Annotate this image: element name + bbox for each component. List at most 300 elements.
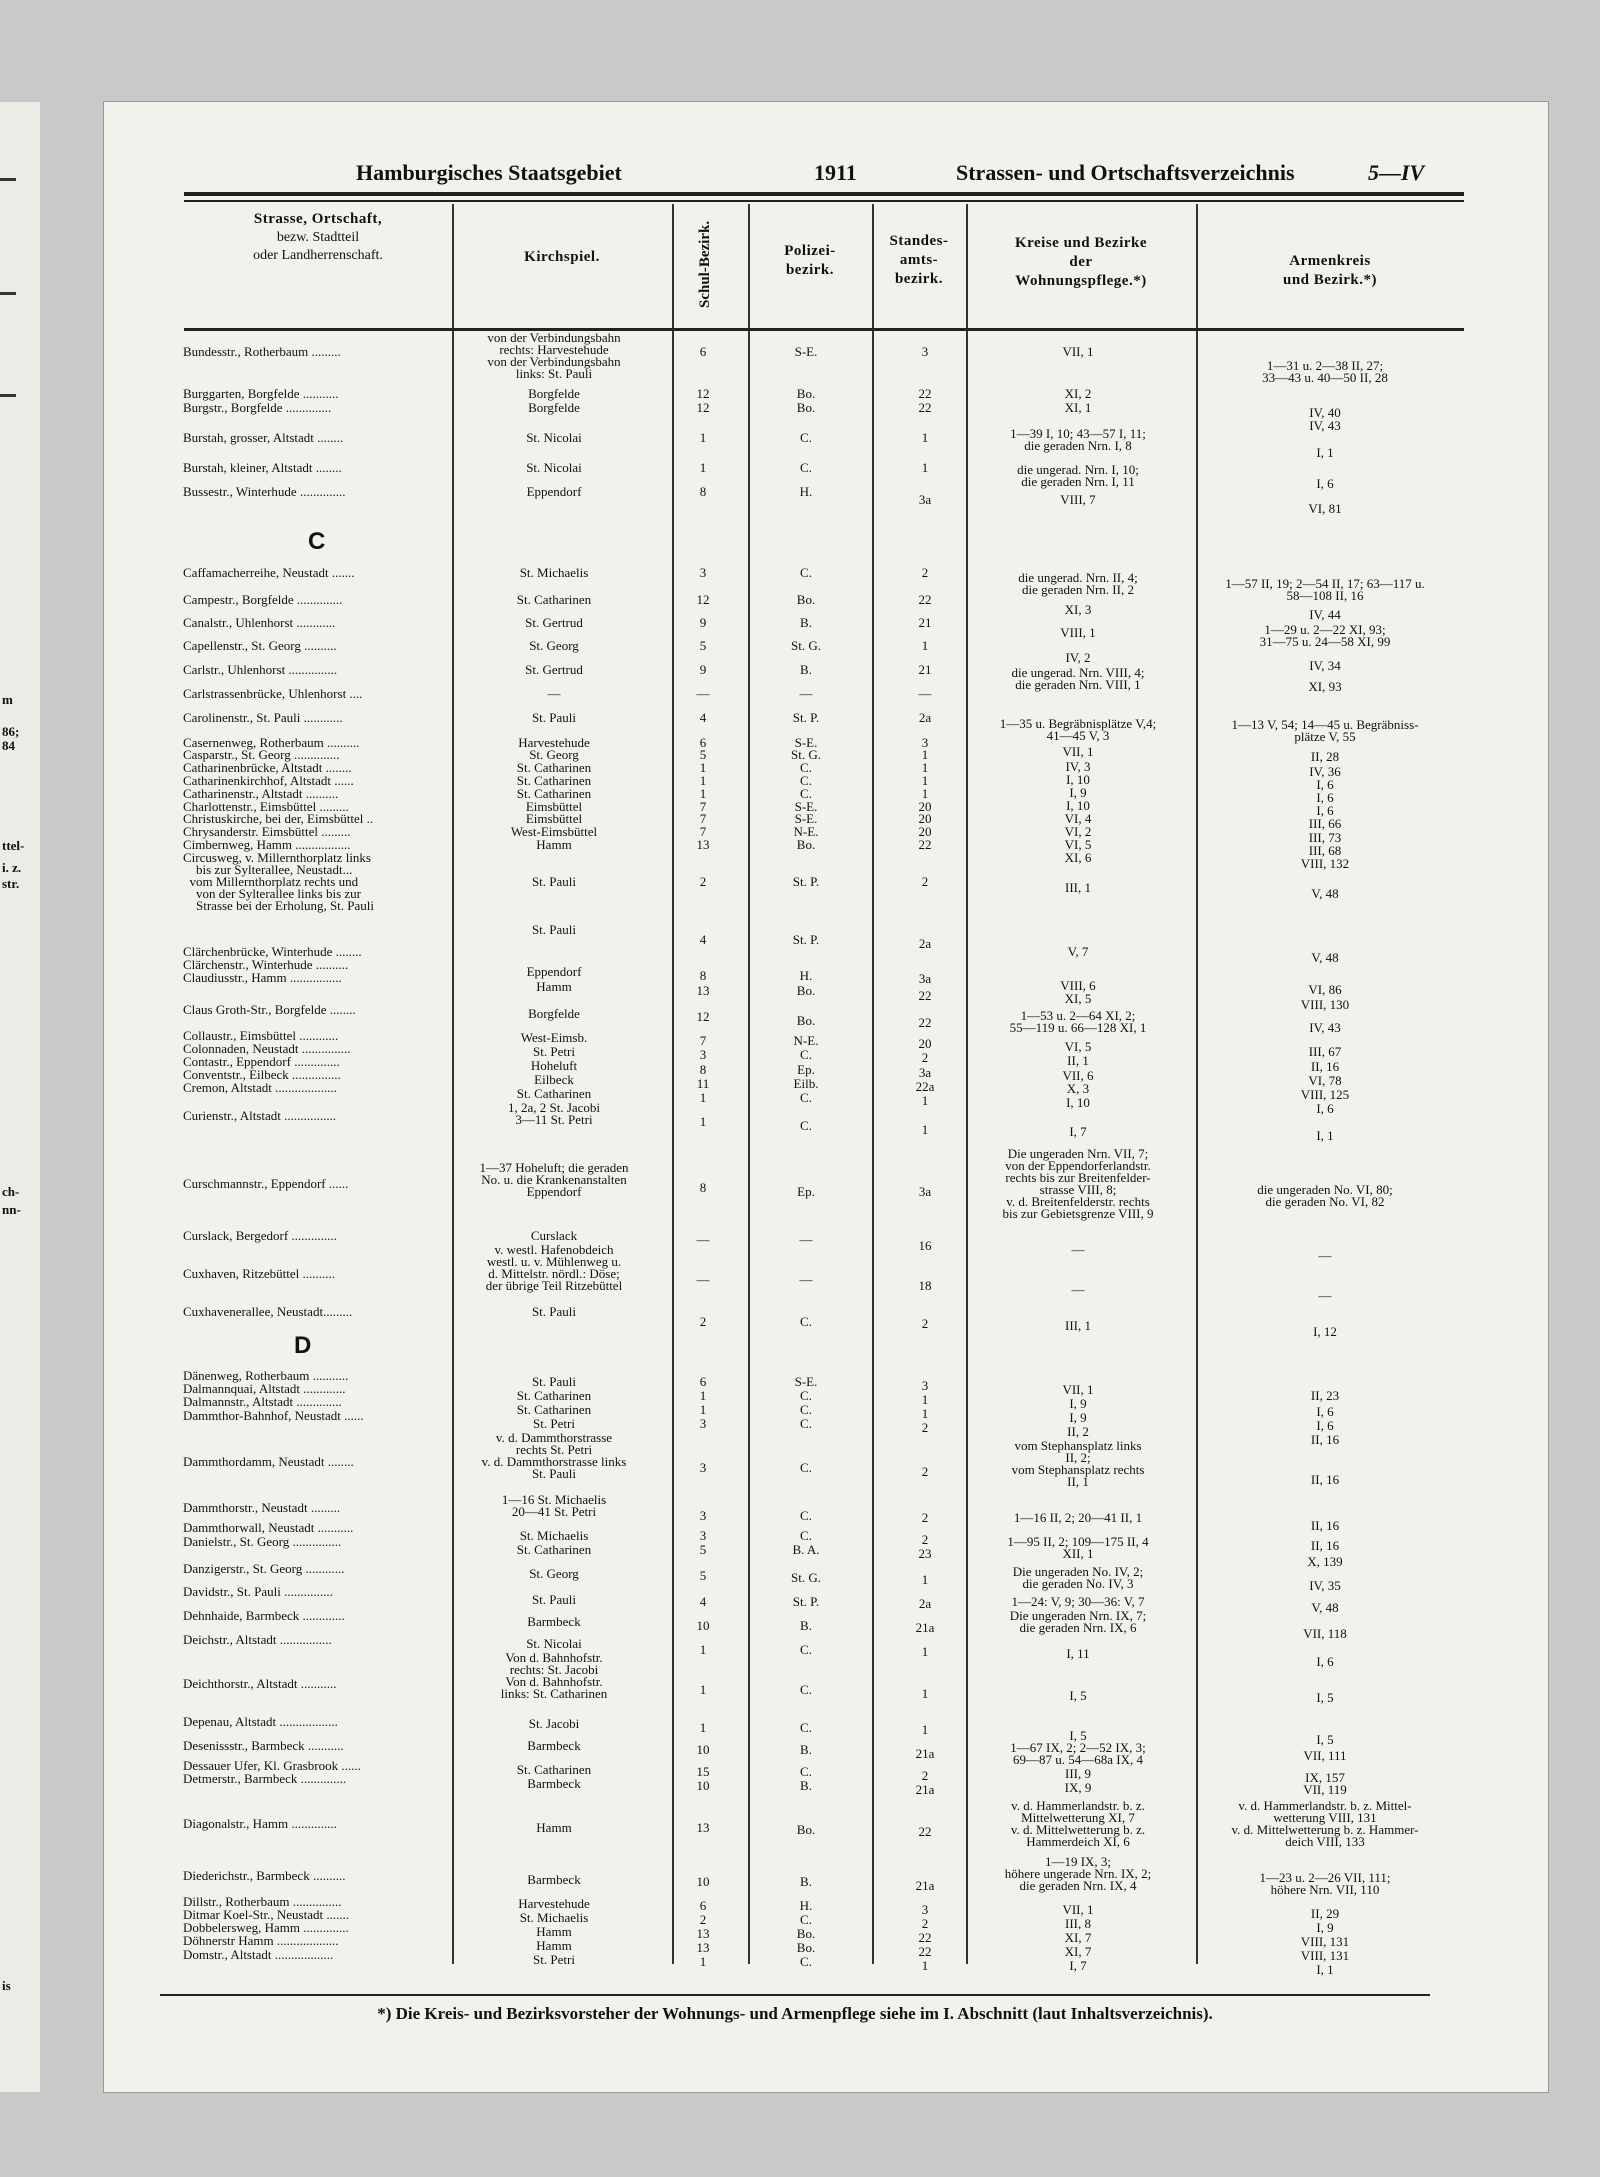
row-pol-cell: Bo. xyxy=(796,1013,816,1028)
row-street-cell: Christuskirche, bei der, Eimsbüttel .. xyxy=(183,811,374,826)
row-schul-cell: 2 xyxy=(699,1912,707,1927)
row-kreis-cell: I, 7 xyxy=(1069,1124,1087,1139)
row-street-cell: Curschmannstr., Eppendorf ...... xyxy=(183,1176,349,1191)
row-pol-cell: N-E. xyxy=(793,824,819,839)
row-schul-cell: 6 xyxy=(699,735,707,750)
row-std-cell: 21 xyxy=(918,615,932,630)
col-header-kreise-line: Wohnungspflege.*) xyxy=(1015,273,1147,289)
row-pol-cell: C. xyxy=(800,1528,812,1543)
row-schul-cell: 1 xyxy=(699,460,707,475)
row-armen-cell: VI, 86 xyxy=(1308,982,1342,997)
section-letter-d: D xyxy=(294,1332,312,1359)
row-kreis-cell: I, 10 xyxy=(1066,1095,1090,1110)
row-street-cell: Burstah, grosser, Altstadt ........ xyxy=(183,430,344,445)
row-street-cell: Deichstr., Altstadt ................ xyxy=(183,1632,332,1647)
row-pol-cell: H. xyxy=(799,1898,813,1913)
row-kirch-cell: St. Catharinen xyxy=(516,773,592,788)
row-schul-cell: 3 xyxy=(699,1047,707,1062)
row-street-cell: Burggarten, Borgfelde ........... xyxy=(183,386,339,401)
row-street-cell: Deichthorstr., Altstadt ........... xyxy=(183,1676,337,1691)
row-pol-cell: Bo. xyxy=(796,400,816,415)
row-pol-cell: Bo. xyxy=(796,983,816,998)
row-kirch-cell: 1, 2a, 2 St. Jacobi 3—11 St. Petri xyxy=(507,1100,601,1127)
row-kirch-cell: Eimsbüttel xyxy=(525,811,583,826)
row-kreis-cell: 1—24: V, 9; 30—36: V, 7 xyxy=(1011,1594,1145,1609)
row-pol-cell: Ep. xyxy=(797,1062,815,1077)
row-kreis-cell: VII, 1 xyxy=(1062,744,1094,759)
row-armen-cell: die ungeraden No. VI, 80; die geraden No. VI, 82 xyxy=(1257,1182,1393,1209)
row-street-cell: Diagonalstr., Hamm .............. xyxy=(183,1816,337,1831)
row-schul-cell: 3 xyxy=(699,565,707,580)
header-page: 5—IV xyxy=(1368,160,1425,185)
row-street-cell: Cuxhavenerallee, Neustadt......... xyxy=(183,1304,353,1319)
row-std-cell: 1 xyxy=(921,786,929,801)
row-kirch-cell: St. Catharinen xyxy=(516,1086,592,1101)
row-kirch-cell: Hamm xyxy=(536,1820,572,1835)
row-kreis-cell: 1—39 I, 10; 43—57 I, 11; die geraden Nrn. I, 8 xyxy=(1010,426,1146,453)
row-street-cell: Cimbernweg, Hamm ................. xyxy=(183,837,351,852)
row-std-cell: 3a xyxy=(918,1065,932,1080)
row-pol-cell: H. xyxy=(799,968,813,983)
col-header-kirchspiel-text: Kirchspiel. xyxy=(524,249,600,265)
row-armen-cell: I, 6 xyxy=(1316,476,1334,491)
row-kreis-cell: IV, 3 xyxy=(1065,759,1091,774)
row-std-cell: 2 xyxy=(921,874,929,889)
row-street-cell: Bussestr., Winterhude .............. xyxy=(183,484,346,499)
row-armen-cell: IV, 35 xyxy=(1309,1578,1341,1593)
row-schul-cell: 7 xyxy=(699,811,707,826)
row-armen-cell: VIII, 131 xyxy=(1300,1948,1350,1963)
row-kreis-cell: II, 2 xyxy=(1067,1424,1089,1439)
row-kreis-cell: — xyxy=(1071,1242,1085,1257)
row-schul-cell: 8 xyxy=(699,484,707,499)
row-schul-cell: 5 xyxy=(699,638,707,653)
row-street-cell: Desenissstr., Barmbeck ........... xyxy=(183,1738,344,1753)
row-armen-cell: VI, 81 xyxy=(1308,501,1342,516)
row-street-cell: Dobbelersweg, Hamm .............. xyxy=(183,1920,349,1935)
row-pol-cell: B. xyxy=(800,1874,812,1889)
row-kirch-cell: St. Gertrud xyxy=(525,662,583,677)
row-std-cell: 22 xyxy=(918,1824,932,1839)
row-armen-cell: IX, 157 VII, 119 xyxy=(1303,1770,1347,1797)
row-armen-cell: VI, 78 xyxy=(1308,1073,1342,1088)
row-kirch-cell: Borgfelde xyxy=(528,386,580,401)
row-schul-cell: 10 xyxy=(696,1618,710,1633)
row-armen-cell: I, 1 xyxy=(1316,1962,1334,1977)
row-pol-cell: N-E. xyxy=(793,1033,819,1048)
row-kreis-cell: IX, 9 xyxy=(1064,1780,1092,1795)
row-std-cell: 3 xyxy=(921,1378,929,1393)
row-street-cell: Carolinenstr., St. Pauli ............ xyxy=(183,710,343,725)
row-street-cell: Davidstr., St. Pauli ............... xyxy=(183,1584,333,1599)
col-header-street-line: Strasse, Ortschaft, xyxy=(253,211,383,227)
row-kreis-cell: III, 1 xyxy=(1065,1318,1091,1333)
header-title: Strassen- und Ortschaftsverzeichnis xyxy=(956,160,1295,185)
row-std-cell: 1 xyxy=(921,1958,929,1973)
row-kreis-cell: Die ungeraden Nrn. VII, 7; von der Eppendorferlandstr. rechts bis zur Breitenfelder- strasse VIII, 8; v. d. Breitenfelderstr. rechts bis zur Gebietsgrenze VIII, 9 xyxy=(1002,1146,1154,1221)
row-pol-cell: S-E. xyxy=(794,799,818,814)
row-pol-cell: — xyxy=(799,1232,813,1247)
row-pol-cell: Bo. xyxy=(796,1940,816,1955)
row-schul-cell: 6 xyxy=(699,1374,707,1389)
row-street-cell: Döhnerstr Hamm ................... xyxy=(183,1933,339,1948)
row-kirch-cell: St. Pauli xyxy=(531,1374,577,1389)
row-street-cell: Bundesstr., Rotherbaum ......... xyxy=(183,344,341,359)
row-schul-cell: 1 xyxy=(699,1954,707,1969)
row-street-cell: Caffamacherreihe, Neustadt ....... xyxy=(183,565,355,580)
row-kirch-cell: Eimsbüttel xyxy=(525,799,583,814)
row-kirch-cell: Barmbeck xyxy=(527,1776,581,1791)
row-schul-cell: 8 xyxy=(699,1062,707,1077)
row-schul-cell: 10 xyxy=(696,1778,710,1793)
row-kreis-cell: VI, 5 xyxy=(1064,1039,1092,1054)
row-kreis-cell: I, 7 xyxy=(1069,1958,1087,1973)
row-armen-cell: VIII, 125 xyxy=(1300,1087,1350,1102)
row-armen-cell: 1—13 V, 54; 14—45 u. Begräbniss- plätze V, 55 xyxy=(1231,717,1419,744)
margin-text: ttel- xyxy=(2,838,25,853)
row-kirch-cell: St. Pauli xyxy=(531,1304,577,1319)
row-street-cell: Canalstr., Uhlenhorst ............ xyxy=(183,615,336,630)
row-kreis-cell: — xyxy=(1071,1282,1085,1297)
row-std-cell: 3a xyxy=(918,492,932,507)
row-std-cell: 21a xyxy=(915,1782,935,1797)
row-pol-cell: C. xyxy=(800,773,812,788)
row-schul-cell: 13 xyxy=(696,983,710,998)
row-armen-cell: IV, 36 xyxy=(1309,764,1341,779)
row-std-cell: 1 xyxy=(921,638,929,653)
row-pol-cell: C. xyxy=(800,1047,812,1062)
row-street-cell: Cuxhaven, Ritzebüttel .......... xyxy=(183,1266,336,1281)
row-kirch-cell: Eppendorf xyxy=(526,964,582,979)
row-pol-cell: C. xyxy=(800,1388,812,1403)
row-pol-cell: St. P. xyxy=(792,710,820,725)
row-kirch-cell: St. Petri xyxy=(533,1952,575,1967)
row-schul-cell: 6 xyxy=(699,344,707,359)
row-armen-cell: I, 6 xyxy=(1316,803,1334,818)
row-armen-cell: 1—31 u. 2—38 II, 27; 33—43 u. 40—50 II, 28 xyxy=(1262,358,1388,385)
row-schul-cell: 11 xyxy=(696,1076,710,1091)
row-std-cell: 22 xyxy=(918,400,932,415)
row-kreis-cell: 1—53 u. 2—64 XI, 2; 55—119 u. 66—128 XI, 1 xyxy=(1009,1008,1147,1035)
row-kreis-cell: 1—19 IX, 3; höhere ungerade Nrn. IX, 2; die geraden Nrn. IX, 4 xyxy=(1004,1854,1152,1893)
row-armen-cell: II, 16 xyxy=(1310,1518,1340,1533)
row-pol-cell: Bo. xyxy=(796,1822,816,1837)
row-armen-cell: IV, 40 xyxy=(1309,405,1341,420)
row-std-cell: 1 xyxy=(921,747,929,762)
row-street-cell: Dehnhaide, Barmbeck ............. xyxy=(183,1608,345,1623)
row-std-cell: 2 xyxy=(921,1420,929,1435)
row-kreis-cell: V, 7 xyxy=(1067,944,1089,959)
row-kreis-cell: XI, 5 xyxy=(1064,991,1092,1006)
row-pol-cell: S-E. xyxy=(794,811,818,826)
col-header-standes-line: amts- xyxy=(899,252,939,268)
row-armen-cell: I, 6 xyxy=(1316,1404,1334,1419)
row-pol-cell: C. xyxy=(800,565,812,580)
col-header-armen-line: Armenkreis xyxy=(1289,253,1371,269)
row-street-cell: Ditmar Koel-Str., Neustadt ....... xyxy=(183,1907,350,1922)
row-street-cell: Detmerstr., Barmbeck .............. xyxy=(183,1771,347,1786)
row-street-cell: Catharinenbrücke, Altstadt ........ xyxy=(183,760,352,775)
row-armen-cell: IV, 43 xyxy=(1309,1020,1341,1035)
row-street-cell: Campestr., Borgfelde .............. xyxy=(183,592,343,607)
row-armen-cell: III, 73 xyxy=(1308,830,1342,845)
row-kreis-cell: VII, 1 xyxy=(1062,344,1094,359)
row-std-cell: 1 xyxy=(921,460,929,475)
row-kreis-cell: I, 10 xyxy=(1066,772,1090,787)
col-header-armen-line: und Bezirk.*) xyxy=(1282,272,1377,288)
row-schul-cell: 9 xyxy=(699,662,707,677)
row-kirch-cell: von der Verbindungsbahn rechts: Harvestehude von der Verbindungsbahn links: St. Pauli xyxy=(487,330,621,381)
row-std-cell: — xyxy=(918,686,932,701)
row-std-cell: 1 xyxy=(921,1644,929,1659)
footnote-rule xyxy=(160,1994,1430,1996)
row-std-cell: 1 xyxy=(921,1406,929,1421)
row-kirch-cell: St. Pauli xyxy=(531,1592,577,1607)
row-std-cell: 2 xyxy=(921,1768,929,1783)
col-header-street-line: oder Landherrenschaft. xyxy=(253,248,383,263)
row-kreis-cell: I, 11 xyxy=(1066,1646,1090,1661)
row-pol-cell: C. xyxy=(800,1508,812,1523)
row-kirch-cell: Hamm xyxy=(536,1938,572,1953)
row-armen-cell: — xyxy=(1318,1248,1332,1263)
row-kreis-cell: v. d. Hammerlandstr. b. z. Mittelwetterung XI, 7 v. d. Mittelwetterung b. z. Hammerdeich XI, 6 xyxy=(1010,1798,1146,1849)
row-armen-cell: VIII, 131 xyxy=(1300,1934,1350,1949)
row-schul-cell: 13 xyxy=(696,1926,710,1941)
header-left: Hamburgisches Staatsgebiet xyxy=(356,160,622,185)
row-std-cell: 1 xyxy=(921,1122,929,1137)
row-street-cell: Conventstr., Eilbeck ............... xyxy=(183,1067,341,1082)
row-std-cell: 2 xyxy=(921,1510,929,1525)
row-pol-cell: B. A. xyxy=(792,1542,820,1557)
row-pol-cell: Ep. xyxy=(797,1184,815,1199)
row-street-cell: Dammthorstr., Neustadt ......... xyxy=(183,1500,341,1515)
row-street-cell: Clärchenstr., Winterhude .......... xyxy=(183,957,349,972)
row-kreis-cell: 1—16 II, 2; 20—41 II, 1 xyxy=(1013,1510,1143,1525)
col-header-schul: Schul-Bezirk. xyxy=(697,220,713,308)
row-pol-cell: C. xyxy=(800,430,812,445)
row-kirch-cell: 1—16 St. Michaelis 20—41 St. Petri xyxy=(501,1492,607,1519)
row-armen-cell: VII, 118 xyxy=(1303,1626,1347,1641)
col-header-standes-line: bezirk. xyxy=(894,271,944,287)
row-schul-cell: 1 xyxy=(699,760,707,775)
row-street-cell: Casernenweg, Rotherbaum .......... xyxy=(183,735,360,750)
row-std-cell: 20 xyxy=(918,1036,932,1051)
row-pol-cell: Bo. xyxy=(796,592,816,607)
row-street-cell: Catharinenkirchhof, Altstadt ...... xyxy=(183,773,354,788)
row-schul-cell: 3 xyxy=(699,1416,707,1431)
row-street-cell: Dillstr., Rotherbaum ............... xyxy=(183,1894,342,1909)
row-schul-cell: 2 xyxy=(699,874,707,889)
row-pol-cell: C. xyxy=(800,1460,812,1475)
row-armen-cell: I, 12 xyxy=(1313,1324,1337,1339)
row-armen-cell: VIII, 132 xyxy=(1300,856,1350,871)
margin-text: ch- xyxy=(2,1184,20,1199)
row-std-cell: 1 xyxy=(921,1093,929,1108)
row-std-cell: 20 xyxy=(918,799,932,814)
row-kirch-cell: St. Gertrud xyxy=(525,615,583,630)
row-kirch-cell: Hoheluft xyxy=(530,1058,578,1073)
row-armen-cell: I, 9 xyxy=(1316,1920,1334,1935)
row-kirch-cell: St. Pauli xyxy=(531,922,577,937)
row-kirch-cell: St. Catharinen xyxy=(516,1542,592,1557)
row-std-cell: 1 xyxy=(921,773,929,788)
section-letter-c: C xyxy=(308,528,326,555)
row-kirch-cell: 1—37 Hoheluft; die geraden No. u. die Krankenanstalten Eppendorf xyxy=(479,1160,629,1199)
row-kirch-cell: Harvestehude xyxy=(518,735,590,750)
row-pol-cell: C. xyxy=(800,760,812,775)
row-pol-cell: C. xyxy=(800,460,812,475)
row-std-cell: 2 xyxy=(921,1532,929,1547)
row-schul-cell: 2 xyxy=(699,1314,707,1329)
row-street-cell: Burgstr., Borgfelde .............. xyxy=(183,400,332,415)
row-schul-cell: 12 xyxy=(696,1009,710,1024)
row-armen-cell: II, 16 xyxy=(1310,1472,1340,1487)
margin-text: 84 xyxy=(2,738,15,753)
row-std-cell: 2a xyxy=(918,710,932,725)
row-kirch-cell: v. d. Dammthorstrasse rechts St. Petri v. d. Dammthorstrasse links St. Pauli xyxy=(481,1430,627,1481)
row-schul-cell: 1 xyxy=(699,1642,707,1657)
row-schul-cell: — xyxy=(696,1232,710,1247)
row-pol-cell: S-E. xyxy=(794,735,818,750)
row-armen-cell: V, 48 xyxy=(1311,886,1339,901)
row-std-cell: 3 xyxy=(921,1902,929,1917)
row-std-cell: 2 xyxy=(921,1916,929,1931)
row-std-cell: 1 xyxy=(921,760,929,775)
row-armen-cell: I, 6 xyxy=(1316,1101,1334,1116)
row-schul-cell: 10 xyxy=(696,1742,710,1757)
row-std-cell: 22a xyxy=(915,1079,935,1094)
row-schul-cell: 6 xyxy=(699,1898,707,1913)
row-armen-cell: I, 6 xyxy=(1316,1418,1334,1433)
row-kirch-cell: St. Catharinen xyxy=(516,1388,592,1403)
row-kreis-cell: die ungerad. Nrn. II, 4; die geraden Nrn. II, 2 xyxy=(1018,570,1138,597)
row-kirch-cell: Barmbeck xyxy=(527,1738,581,1753)
row-kreis-cell: vom Stephansplatz links II, 2; vom Stephansplatz rechts II, 1 xyxy=(1011,1438,1145,1489)
row-street-cell: Carlstrassenbrücke, Uhlenhorst .... xyxy=(183,686,363,701)
row-pol-cell: C. xyxy=(800,1912,812,1927)
row-street-cell: Carlstr., Uhlenhorst ............... xyxy=(183,662,338,677)
row-schul-cell: 4 xyxy=(699,932,707,947)
row-kreis-cell: IV, 2 xyxy=(1065,650,1091,665)
row-schul-cell: 12 xyxy=(696,400,710,415)
row-std-cell: 2a xyxy=(918,1596,932,1611)
row-street-cell: Dänenweg, Rotherbaum ........... xyxy=(183,1368,349,1383)
row-kirch-cell: St. Catharinen xyxy=(516,592,592,607)
row-kirch-cell: — xyxy=(547,686,561,701)
row-pol-cell: St. G. xyxy=(791,638,821,653)
row-street-cell: Claudiusstr., Hamm ................ xyxy=(183,970,342,985)
row-armen-cell: I, 1 xyxy=(1316,445,1334,460)
row-street-cell: Chrysanderstr. Eimsbüttel ......... xyxy=(183,824,351,839)
row-std-cell: 22 xyxy=(918,386,932,401)
row-kirch-cell: St. Pauli xyxy=(531,874,577,889)
row-kreis-cell: VI, 4 xyxy=(1064,811,1092,826)
row-kreis-cell: III, 8 xyxy=(1065,1916,1091,1931)
row-kreis-cell: die ungerad. Nrn. I, 10; die geraden Nrn. I, 11 xyxy=(1017,462,1139,489)
row-std-cell: 22 xyxy=(918,1944,932,1959)
row-street-cell: Dammthordamm, Neustadt ........ xyxy=(183,1454,354,1469)
row-kirch-cell: St. Georg xyxy=(529,747,579,762)
row-armen-cell: I, 6 xyxy=(1316,790,1334,805)
row-kirch-cell: v. westl. Hafenobdeich westl. u. v. Mühlenweg u. d. Mittelstr. nördl.: Döse; der übrige Teil Ritzebüttel xyxy=(485,1242,623,1293)
row-kirch-cell: West-Eimsb. xyxy=(520,1030,588,1045)
row-pol-cell: S-E. xyxy=(794,344,818,359)
row-schul-cell: 1 xyxy=(699,1090,707,1105)
row-kirch-cell: Eppendorf xyxy=(526,484,582,499)
row-pol-cell: St. P. xyxy=(792,1594,820,1609)
row-schul-cell: 4 xyxy=(699,1594,707,1609)
row-pol-cell: C. xyxy=(800,1402,812,1417)
row-pol-cell: Bo. xyxy=(796,386,816,401)
row-street-cell: Dessauer Ufer, Kl. Grasbrook ...... xyxy=(183,1758,361,1773)
row-kreis-cell: III, 1 xyxy=(1065,880,1091,895)
row-std-cell: 3 xyxy=(921,735,929,750)
row-kreis-cell: X, 3 xyxy=(1066,1081,1090,1096)
row-std-cell: 2 xyxy=(921,1050,929,1065)
row-street-cell: Danzigerstr., St. Georg ............ xyxy=(183,1561,345,1576)
row-kreis-cell: 1—35 u. Begräbnisplätze V,4; 41—45 V, 3 xyxy=(999,716,1157,743)
row-kirch-cell: West-Eimsbüttel xyxy=(510,824,598,839)
row-armen-cell: 1—29 u. 2—22 XI, 93; 31—75 u. 24—58 XI, 99 xyxy=(1259,622,1391,649)
row-schul-cell: 1 xyxy=(699,430,707,445)
row-kirch-cell: Curslack xyxy=(530,1228,578,1243)
row-armen-cell: VII, 111 xyxy=(1303,1748,1347,1763)
row-std-cell: 20 xyxy=(918,824,932,839)
col-header-street-line: bezw. Stadtteil xyxy=(276,230,360,245)
row-pol-cell: Bo. xyxy=(796,837,816,852)
row-std-cell: 1 xyxy=(921,1572,929,1587)
row-kreis-cell: die ungerad. Nrn. VIII, 4; die geraden Nrn. VIII, 1 xyxy=(1011,665,1145,692)
row-street-cell: Casparstr., St. Georg .............. xyxy=(183,747,340,762)
row-pol-cell: C. xyxy=(800,786,812,801)
row-kreis-cell: XI, 2 xyxy=(1064,386,1092,401)
margin-text: 86; xyxy=(2,724,20,739)
row-armen-cell: — xyxy=(1318,1288,1332,1303)
row-kirch-cell: St. Petri xyxy=(533,1416,575,1431)
row-schul-cell: 5 xyxy=(699,1542,707,1557)
row-street-cell: Colonnaden, Neustadt ............... xyxy=(183,1041,351,1056)
row-kirch-cell: St. Pauli xyxy=(531,710,577,725)
row-armen-cell: 1—57 II, 19; 2—54 II, 17; 63—117 u. 58—108 II, 16 xyxy=(1225,576,1425,603)
row-kreis-cell: XI, 3 xyxy=(1064,602,1092,617)
col-header-polizei-line: bezirk. xyxy=(785,262,835,278)
row-schul-cell: 7 xyxy=(699,799,707,814)
footnote: *) Die Kreis- und Bezirksvorsteher der Wohnungs- und Armenpflege siehe im I. Abschnitt (laut Inhaltsverzeichnis). xyxy=(377,2004,1213,2023)
row-std-cell: 20 xyxy=(918,811,932,826)
row-armen-cell: II, 16 xyxy=(1310,1432,1340,1447)
row-kirch-cell: Eilbeck xyxy=(534,1072,574,1087)
row-schul-cell: 3 xyxy=(699,1528,707,1543)
row-std-cell: 1 xyxy=(921,430,929,445)
row-pol-cell: C. xyxy=(800,1764,812,1779)
row-kreis-cell: VIII, 6 xyxy=(1060,978,1096,993)
row-kirch-cell: St. Jacobi xyxy=(528,1716,580,1731)
row-kirch-cell: St. Nicolai xyxy=(526,1636,582,1651)
row-schul-cell: 7 xyxy=(699,1033,707,1048)
row-street-cell: Capellenstr., St. Georg .......... xyxy=(183,638,337,653)
row-kreis-cell: I, 10 xyxy=(1066,798,1090,813)
row-street-cell: Dammthor-Bahnhof, Neustadt ...... xyxy=(183,1408,364,1423)
row-street-cell: Collaustr., Eimsbüttel ............ xyxy=(183,1028,339,1043)
row-armen-cell: II, 29 xyxy=(1310,1906,1340,1921)
row-std-cell: 22 xyxy=(918,837,932,852)
row-std-cell: 1 xyxy=(921,1686,929,1701)
row-schul-cell: 13 xyxy=(696,837,710,852)
row-street-cell: Dalmannstr., Altstadt .............. xyxy=(183,1394,342,1409)
row-schul-cell: 1 xyxy=(699,786,707,801)
col-header-kreise-line: der xyxy=(1069,254,1093,270)
row-pol-cell: B. xyxy=(800,662,812,677)
